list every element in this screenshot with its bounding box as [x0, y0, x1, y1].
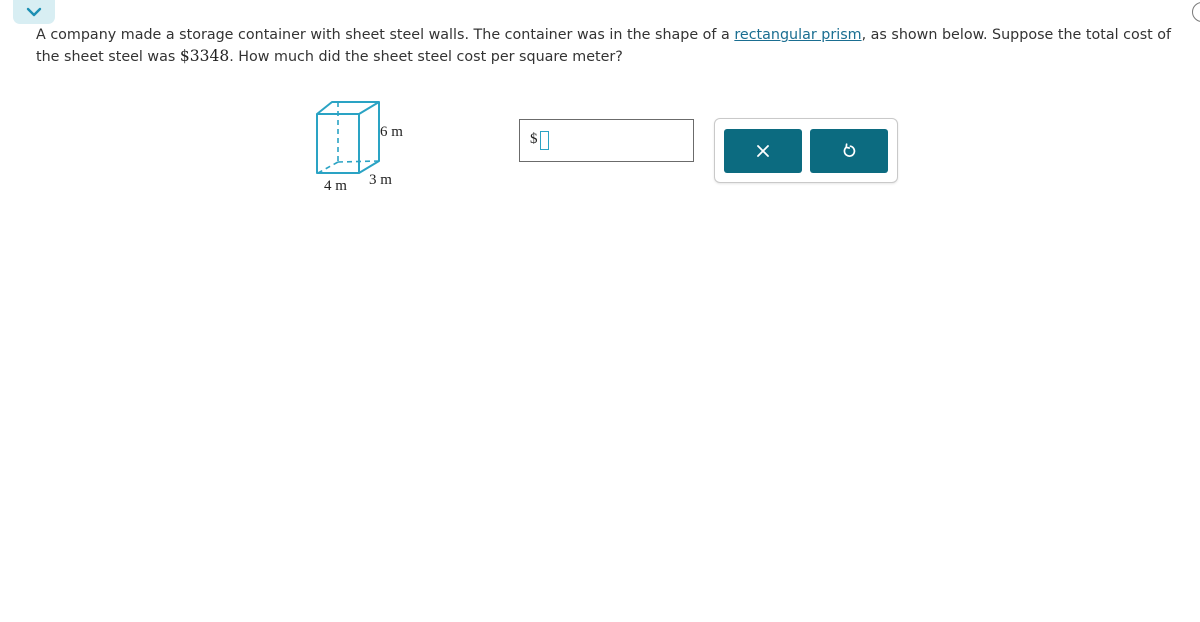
- depth-label: 3 m: [369, 172, 392, 188]
- undo-icon: [841, 143, 857, 159]
- rectangular-prism-link[interactable]: rectangular prism: [734, 27, 862, 43]
- undo-button[interactable]: [810, 129, 888, 173]
- collapse-toggle-button[interactable]: [13, 0, 55, 24]
- clear-button[interactable]: [724, 129, 802, 173]
- action-panel: [714, 118, 898, 183]
- width-label: 4 m: [324, 178, 347, 194]
- problem-text-part3: . How much did the sheet steel cost per square meter?: [229, 49, 623, 65]
- problem-text-part2: , as shown below. Suppose the total cost of the sheet steel was: [36, 27, 1172, 65]
- currency-symbol: $: [530, 131, 538, 147]
- problem-text-part1: A company made a storage container with sheet steel walls. The container was in the shape of a: [36, 27, 735, 43]
- answer-input[interactable]: [519, 119, 694, 162]
- circle-icon[interactable]: [1192, 2, 1200, 22]
- rectangular-prism-figure: [310, 96, 420, 200]
- prism-hidden-back-edge: [338, 161, 379, 162]
- height-label: 6 m: [380, 124, 403, 140]
- prism-top-face: [317, 102, 379, 114]
- prism-hidden-depth-edge: [318, 162, 338, 173]
- chevron-down-icon: [25, 6, 43, 18]
- x-icon: [756, 144, 770, 158]
- answer-entry-slot[interactable]: [540, 131, 549, 150]
- total-cost-value: $3348: [179, 47, 230, 65]
- problem-statement: [36, 25, 1176, 68]
